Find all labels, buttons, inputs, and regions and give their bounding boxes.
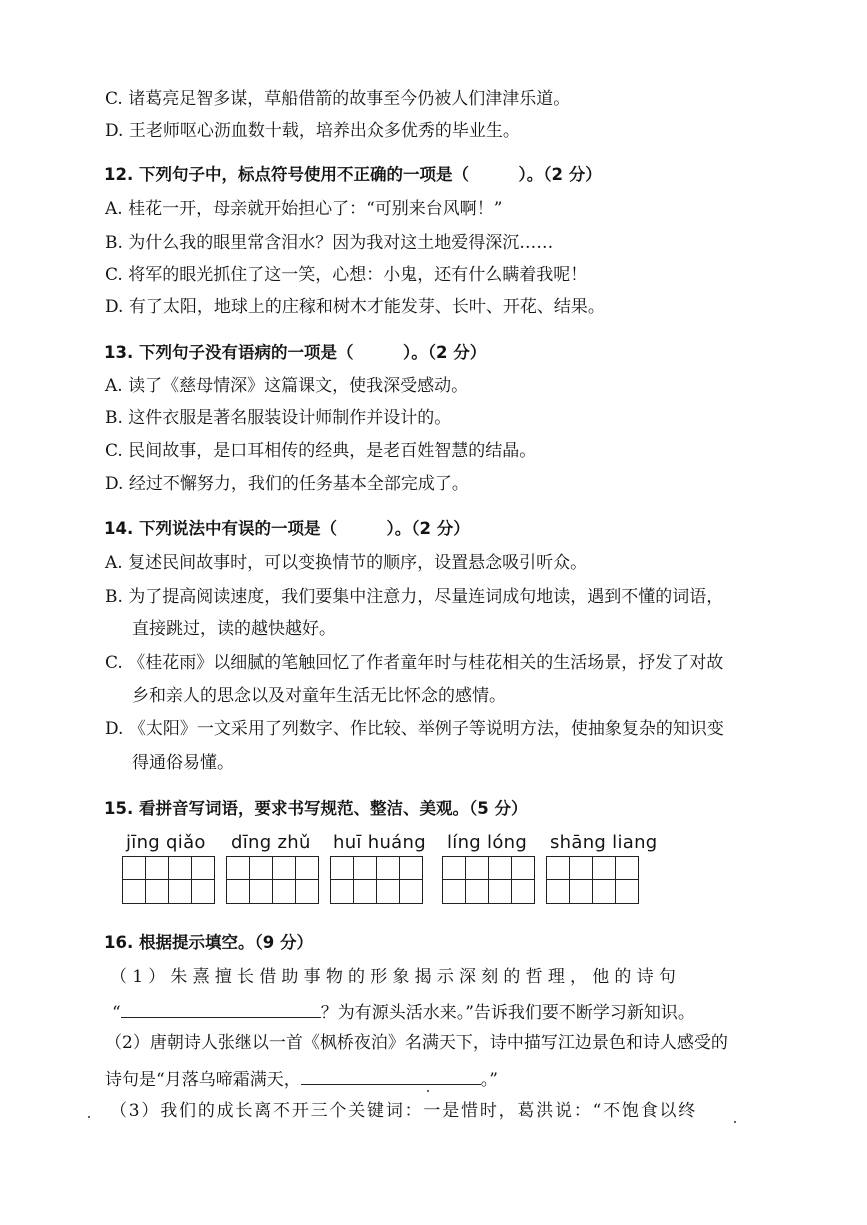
q16-part1-line2 — [112, 999, 695, 1024]
q16-part1-answer-blank[interactable] — [121, 999, 321, 1018]
q16-part1-rest: ？为有源头活水来。”告诉我们要不断学习新知识。 — [320, 1003, 695, 1023]
q16-part2-line1: （2）唐朝诗人张继以一首《枫桥夜泊》名满天下，诗中描写江边景色和诗人感受的 — [105, 1033, 728, 1053]
pinyin-3: huī huáng — [333, 832, 426, 853]
scan-speck — [427, 1090, 429, 1092]
q14-option-b-line2: 直接跳过，读的越快越好。 — [132, 619, 336, 639]
q16-part3-line1: （3）我们的成长离不开三个关键词：一是惜时，葛洪说：“不饱食以终 — [110, 1101, 698, 1121]
q16-part2-suffix: 。” — [480, 1070, 498, 1090]
q16-part2-prefix: 诗句是“月落乌啼霜满天， — [105, 1070, 301, 1090]
scan-speck — [88, 1116, 90, 1118]
q14-option-b-line1: B. 为了提高阅读速度，我们要集中注意力，尽量连词成句地读，遇到不懂的词语， — [105, 587, 724, 607]
writing-grid-4[interactable] — [442, 856, 535, 904]
scan-speck — [734, 1121, 736, 1123]
q12-stem: 12. 下列句子中，标点符号使用不正确的一项是（ ）。（2 分） — [104, 165, 602, 184]
q11-option-c: C. 诸葛亮足智多谋，草船借箭的故事至今仍被人们津津乐道。 — [105, 89, 571, 109]
writing-grid-1[interactable] — [122, 856, 215, 904]
q14-stem: 14. 下列说法中有误的一项是（ ）。（2 分） — [104, 519, 470, 538]
q15-stem: 15. 看拼音写词语，要求书写规范、整洁、美观。（5 分） — [104, 799, 528, 818]
writing-grid-2[interactable] — [226, 856, 319, 904]
q14-option-d-line1: D. 《太阳》一文采用了列数字、作比较、举例子等说明方法，使抽象复杂的知识变 — [105, 719, 724, 739]
q12-option-a: A. 桂花一开，母亲就开始担心了：“可别来台风啊！” — [105, 199, 503, 219]
q13-option-a: A. 读了《慈母情深》这篇课文，使我深受感动。 — [105, 376, 469, 396]
q14-option-c-line1: C. 《桂花雨》以细腻的笔触回忆了作者童年时与桂花相关的生活场景，抒发了对故 — [105, 653, 724, 673]
q13-option-c: C. 民间故事，是口耳相传的经典，是老百姓智慧的结晶。 — [105, 441, 537, 461]
q16-part1-line1: （1）朱熹擅长借助事物的形象揭示深刻的哲理，他的诗句 — [110, 967, 682, 987]
pinyin-2: dīng zhǔ — [231, 832, 311, 853]
q11-option-d: D. 王老师呕心沥血数十载，培养出众多优秀的毕业生。 — [105, 121, 520, 141]
q12-option-b: B. 为什么我的眼里常含泪水？因为我对这土地爱得深沉…… — [105, 233, 554, 253]
q14-option-c-line2: 乡和亲人的思念以及对童年生活无比怀念的感情。 — [132, 686, 506, 706]
writing-grid-5[interactable] — [546, 856, 639, 904]
q16-part1-open-quote: “ — [112, 1003, 121, 1023]
q13-option-b: B. 这件衣服是著名服装设计师制作并设计的。 — [105, 408, 452, 428]
q12-option-d: D. 有了太阳，地球上的庄稼和树木才能发芽、长叶、开花、结果。 — [105, 297, 605, 317]
pinyin-1: jīng qiǎo — [126, 832, 206, 853]
q12-option-c: C. 将军的眼光抓住了这一笑，心想：小鬼，还有什么瞒着我呢！ — [105, 265, 588, 285]
pinyin-4: líng lóng — [447, 832, 528, 853]
q14-option-a: A. 复述民间故事时，可以变换情节的顺序，设置悬念吸引听众。 — [105, 553, 588, 573]
writing-grid-3[interactable] — [330, 856, 423, 904]
q14-option-d-line2: 得通俗易懂。 — [132, 753, 234, 773]
q16-part2-answer-blank[interactable] — [301, 1066, 481, 1085]
q16-stem: 16. 根据提示填空。（9 分） — [104, 933, 313, 952]
q16-part2-line2 — [105, 1066, 498, 1091]
q13-option-d: D. 经过不懈努力，我们的任务基本全部完成了。 — [105, 474, 469, 494]
q13-stem: 13. 下列句子没有语病的一项是（ ）。（2 分） — [104, 343, 487, 362]
pinyin-5: shāng liang — [550, 832, 658, 853]
